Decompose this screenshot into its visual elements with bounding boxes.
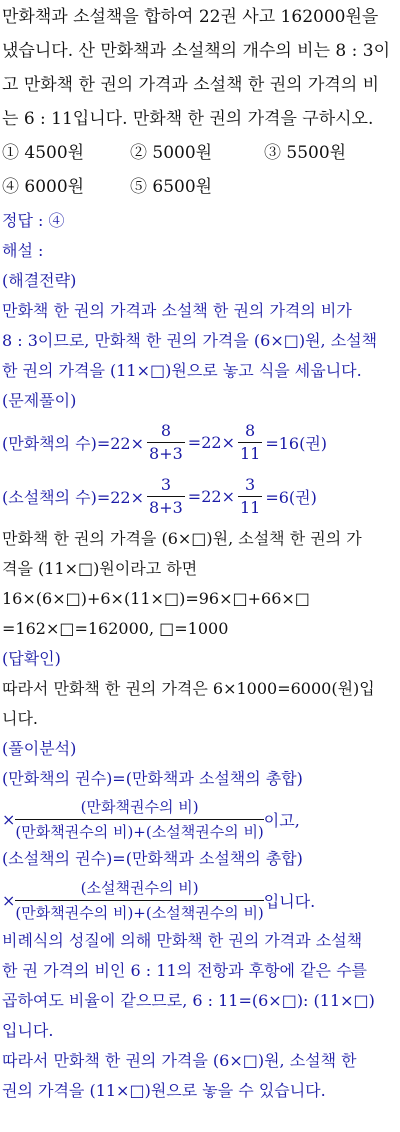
analysis-novel-tail: 입니다. — [263, 891, 316, 911]
final-line: 비례식의 성질에 의해 만화책 한 권의 가격과 소설책 — [2, 931, 363, 950]
times-sign: × — [2, 809, 16, 829]
numerator: 8 — [245, 420, 256, 440]
analysis-novel-fraction — [2, 874, 398, 926]
problem-header: (문제풀이) — [2, 391, 77, 410]
final-line: 권의 가격을 (11×□)원으로 놓을 수 있습니다. — [2, 1081, 326, 1100]
strategy-line: 만화책 한 권의 가격과 소설책 한 권의 가격의 비가 — [2, 301, 352, 320]
work-line: 격을 (11×□)원이라고 하면 — [2, 559, 198, 578]
fraction — [238, 475, 262, 518]
final-line: 따라서 만화책 한 권의 가격을 (6×□)원, 소설책 한 — [2, 1051, 357, 1070]
final-line: 곱하여도 비율이 같으므로, 6 : 11=(6×□): (11×□) — [2, 991, 375, 1010]
choice-5[interactable]: ⑤ 6500원 — [130, 177, 213, 197]
strategy-line: 한 권의 가격을 (11×□)원으로 놓고 식을 세웁니다. — [2, 361, 362, 380]
numerator: 3 — [160, 474, 171, 494]
eq1-mid: =22× — [187, 432, 235, 452]
analysis-comic-fraction — [2, 794, 398, 844]
work-line: =162×□=162000, □=1000 — [2, 619, 229, 638]
final-line: 한 권 가격의 비인 6 : 11의 전항과 후항에 같은 수를 — [2, 961, 367, 980]
equation-comic-count — [2, 416, 398, 468]
solution — [2, 206, 398, 1106]
eq1-lhs: (만화책의 수)=22× — [2, 433, 145, 453]
strategy-header: (해결전략) — [2, 271, 77, 290]
denominator: (만화책권수의 비)+(소설책권수의 비) — [15, 900, 263, 924]
fraction — [15, 796, 263, 843]
work-line: 만화책 한 권의 가격을 (6×□)원, 소설책 한 권의 가 — [2, 529, 362, 548]
analysis-header: (풀이분석) — [2, 739, 77, 758]
question-line: 냈습니다. 산 만화책과 소설책의 개수의 비는 8 : 3이 — [2, 41, 391, 61]
equation-novel-count — [2, 468, 398, 524]
numerator: (소설책권수의 비) — [80, 878, 199, 897]
work-line: 16×(6×□)+6×(11×□)=96×□+66×□ — [2, 589, 310, 608]
choice-4[interactable]: ④ 6000원 — [2, 177, 85, 197]
question — [0, 0, 400, 136]
strategy-line: 8 : 3이므로, 만화책 한 권의 가격을 (6×□)원, 소설책 — [2, 331, 378, 350]
fraction — [147, 421, 185, 464]
check-line: 니다. — [2, 709, 38, 728]
question-line: 고 만화책 한 권의 가격과 소설책 한 권의 가격의 비 — [2, 75, 380, 95]
denominator: 11 — [239, 443, 261, 463]
analysis-comic-tail: 이고, — [263, 810, 300, 830]
choice-2[interactable]: ② 5000원 — [130, 143, 213, 163]
analysis-novel-line: (소설책의 권수)=(만화책과 소설책의 총합) — [2, 849, 303, 868]
denominator: 11 — [239, 497, 261, 517]
times-sign: × — [2, 890, 16, 910]
denominator: (만화책권수의 비)+(소설책권수의 비) — [15, 819, 263, 843]
eq2-lhs: (소설책의 수)=22× — [2, 487, 145, 507]
eq2-rhs: =6(권) — [265, 487, 317, 507]
answer: 정답 : ④ — [2, 211, 65, 230]
explanation-label: 해설 : — [2, 241, 44, 260]
fraction — [147, 475, 185, 518]
eq2-mid: =22× — [187, 486, 235, 506]
answer-choices — [0, 136, 400, 204]
eq1-rhs: =16(권) — [265, 433, 328, 453]
fraction — [238, 421, 262, 464]
choice-3[interactable]: ③ 5500원 — [264, 143, 347, 163]
question-line: 는 6 : 11입니다. 만화책 한 권의 가격을 구하시오. — [2, 109, 374, 129]
numerator: 3 — [245, 474, 256, 494]
check-header: (답확인) — [2, 649, 61, 668]
check-line: 따라서 만화책 한 권의 가격은 6×1000=6000(원)입 — [2, 679, 375, 698]
denominator: 8+3 — [149, 497, 183, 517]
numerator: 8 — [160, 420, 171, 440]
denominator: 8+3 — [149, 443, 183, 463]
final-line: 입니다. — [2, 1021, 54, 1040]
analysis-comic-line: (만화책의 권수)=(만화책과 소설책의 총합) — [2, 769, 303, 788]
choice-1[interactable]: ① 4500원 — [2, 143, 85, 163]
fraction — [15, 877, 263, 924]
question-line: 만화책과 소설책을 합하여 22권 사고 162000원을 — [2, 7, 379, 27]
numerator: (만화책권수의 비) — [80, 797, 199, 816]
